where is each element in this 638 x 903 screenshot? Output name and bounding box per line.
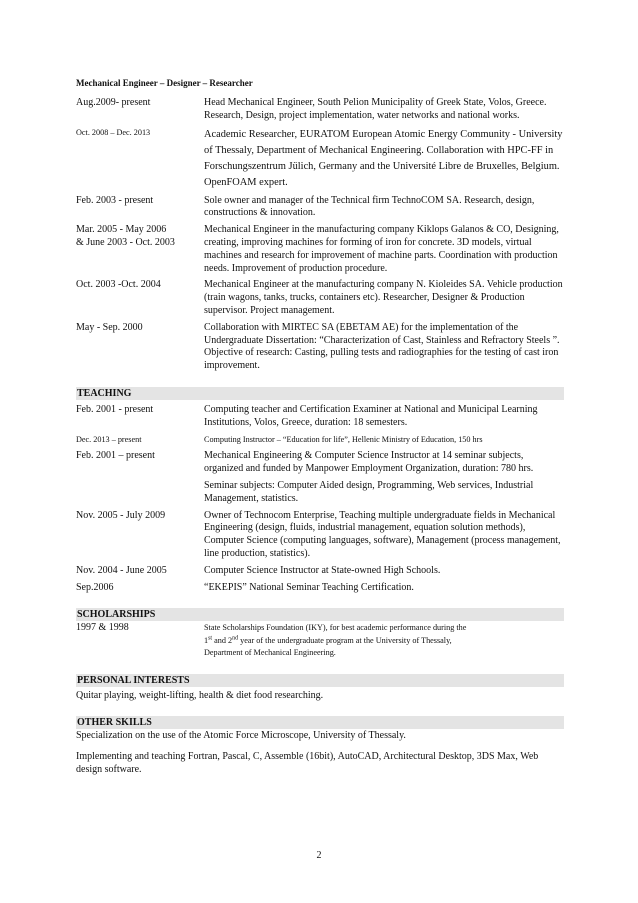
entry-description: Computing Instructor – “Education for life”, Hellenic Ministry of Education, 150 hrs [204,434,483,444]
entry-description: Mechanical Engineer in the manufacturing company Kiklops Galanos & CO, Designing, creating, improving machines for forming of iron for concrete. 3D models, virtual machines and research for improvement of machine parts. Coordination with production needs. Improvement of production procedure. [204,224,559,274]
skills-text: Implementing and teaching Fortran, Pascal, C, Assemble (16bit), AutoCAD, Architectural Desktop, 3DS Max, Web design software. [76,751,539,775]
teaching-entry [76,404,564,430]
section-heading-skills: OTHER SKILLS [76,716,564,729]
scholarship-entry [76,622,564,659]
entry-description: Mechanical Engineering & Computer Science Instructor at 14 seminar subjects, organized and funded by Manpower Employment Organization, duration: 780 hrs. [204,450,534,475]
experience-entry [76,322,564,373]
skills-text: Specialization on the use of the Atomic Force Microscope, University of Thessaly. [76,730,406,742]
ordinal-number: 1 [204,635,209,645]
teaching-entry [76,582,564,595]
entry-date: Aug.2009- present [76,97,151,108]
entry-date: Feb. 2001 – present [76,450,155,462]
experience-entry [76,127,564,191]
teaching-entry [76,480,564,506]
entry-description: Sole owner and manager of the Technical firm TechnoCOM SA. Research, design, constructions & innovation. [204,194,535,219]
entry-description: Computer Science Instructor at State-owned High Schools. [204,564,441,576]
entry-date [76,480,204,506]
teaching-entry [76,450,564,476]
section-heading-scholarships: SCHOLARSHIPS [76,608,564,621]
interests-text: Quitar playing, weight-lifting, health & diet food researching. [76,689,324,701]
entry-date: 1997 & 1998 [76,622,129,634]
teaching-entry [76,565,564,578]
ordinal-number: 2 [228,635,233,645]
ordinal-suffix: st [208,634,213,641]
entry-date: Mar. 2005 - May 2006 & June 2003 - Oct. 2003 [76,224,175,248]
entry-description: Academic Researcher, EURATOM European Atomic Energy Community - University of Thessaly, Department of Mechanical Engineering. Collaboration with HPC-FF in Forschungszentrum Jülich, Germany and the Université Libre de Bruxelles, Belgium. OpenFOAM expert. [204,128,563,188]
teaching-entry [76,510,564,561]
scholarship-line [204,635,564,647]
teaching-list [76,404,564,594]
entry-description: Head Mechanical Engineer, South Pelion Municipality of Greek State, Volos, Greece. Research, Design, project implementation, water networks and national works. [204,97,547,121]
scholarship-line: Department of Mechanical Engineering. [204,648,336,658]
entry-date: Sep.2006 [76,581,114,593]
section-heading-teaching: TEACHING [76,387,564,400]
entry-description: Collaboration with MIRTEC SA (EBETAM AE) for the implementation of the Undergraduate Dissertation: “Characterization of Cast, Stainless and Refractory Steels ”. Objective of research: Casting, pulling tests and radiographies for the testing of cast iron improvement. [204,321,560,372]
scholarship-line-rest: year of the undergraduate program at the University of Thessaly, [238,635,452,645]
section-heading-interests: PERSONAL INTERESTS [76,674,564,687]
entry-date: Feb. 2001 - present [76,403,154,415]
entry-description: Owner of Technocom Enterprise, Teaching multiple undergraduate fields in Mechanical Engineering (design, fluids, industrial management, equation solution methods), Computer Science (computing languages, software), Management (process management, line production, statistics). [204,509,561,559]
teaching-entry [76,434,564,447]
entry-date: Dec. 2013 – present [76,434,142,444]
entry-description: Seminar subjects: Computer Aided design, Programming, Web services, Industrial Management, statistics. [204,479,534,504]
role-heading: Mechanical Engineer – Designer – Researcher [76,78,253,88]
entry-description: Mechanical Engineer at the manufacturing company N. Kioleides SA. Vehicle production (train wagons, tanks, trucks, containers etc). Researcher, Designer & Production supervisor. Project management. [204,279,563,316]
entry-date: Nov. 2005 - July 2009 [76,509,166,521]
entry-date: Oct. 2008 – Dec. 2013 [76,127,151,137]
experience-entry [76,279,564,317]
ordinal-joiner: and [212,635,229,645]
entry-description: “EKEPIS” National Seminar Teaching Certification. [204,581,414,593]
experience-list [76,97,564,373]
entry-description: Computing teacher and Certification Examiner at National and Municipal Learning Institutions, Volos, Greece, duration: 18 semesters. [204,403,538,428]
entry-date: Feb. 2003 - present [76,194,154,206]
experience-entry [76,224,564,275]
entry-date: May - Sep. 2000 [76,321,143,333]
experience-entry [76,195,564,221]
experience-entry [76,97,564,123]
resume-page [76,78,564,777]
scholarship-line: State Scholarships Foundation (IKY), for best academic performance during the [204,623,467,633]
entry-description [204,622,564,659]
entry-date: Oct. 2003 -Oct. 2004 [76,279,161,291]
ordinal-suffix: nd [232,634,239,641]
page-number: 2 [316,850,322,861]
entry-date: Nov. 2004 - June 2005 [76,564,167,576]
